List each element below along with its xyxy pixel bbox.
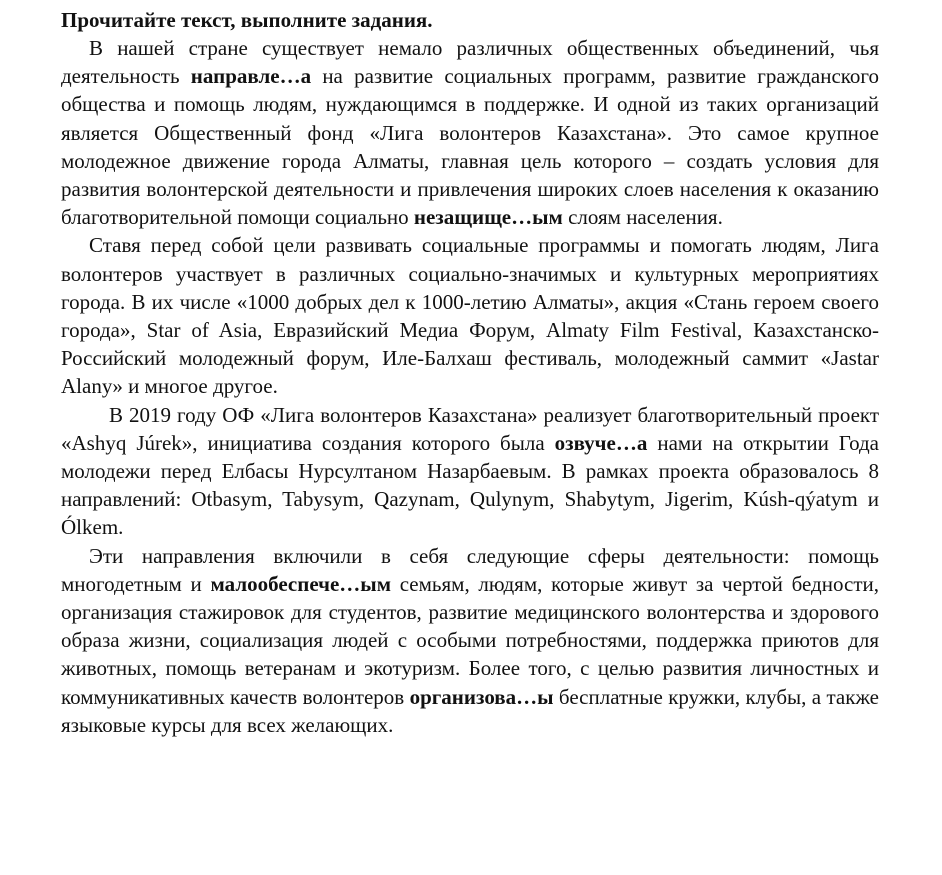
gap-word-4: малообеспече…ым: [210, 571, 392, 596]
text-segment: бесплатные кружки, клубы, а также языковые курсы для всех желающих.: [61, 684, 879, 737]
text-segment: слоям населения.: [562, 205, 723, 230]
text-segment: на развитие социальных программ, развитие гражданского общества и помощь людям, нуждающимся в поддержке. И одной из таких организаций является Общественный фонд «Лига волонтеров Казахстана». Это самое крупное молодежное движение города Алматы, главная цель которого – создать условия для развития волонтерской деятельности и привлечения широких слоев населения к оказанию благотворительной помощи социально: [61, 64, 879, 230]
gap-word-3: озвуче…а: [554, 430, 648, 455]
paragraph-4: [61, 542, 879, 739]
gap-word-5: организова…ы: [409, 684, 554, 709]
gap-word-1: направле…а: [190, 64, 312, 89]
text-segment: Эти направления включили в себя следующие сферы деятельности: помощь многодетным и: [61, 543, 879, 596]
text-segment: В 2019 году ОФ «Лига волонтеров Казахстана» реализует благотворительный проект «Ashyq Júrek», инициатива создания которого была: [61, 402, 879, 455]
paragraph-3: [61, 401, 879, 542]
text-segment: В нашей стране существует немало различных общественных объединений, чья деятельность: [61, 36, 879, 89]
paragraph-2: [61, 231, 879, 400]
task-title: Прочитайте текст, выполните задания.: [61, 8, 433, 32]
text-segment: Ставя перед собой цели развивать социальные программы и помогать людям, Лига волонтеров участвует в различных социально-значимых и культурных мероприятиях города. В их числе «1000 добрых дел к 1000-летию Алматы», акция «Стань героем своего города», Star of Asia, Евразийский Медиа Форум, Almaty Film Festival, Казахстанско-Российский молодежный форум, Иле-Балхаш фестиваль, молодежный саммит «Jastar Alany» и многое другое.: [61, 233, 879, 399]
text-segment: семьям, людям, которые живут за чертой бедности, организация стажировок для студентов, развитие медицинского волонтерства и здорового образа жизни, социализация людей с особыми потребностями, поддержка приютов для животных, помощь ветеранам и экотуризм. Более того, с целью развития личностных и коммуникативных качеств волонтеров: [61, 571, 879, 709]
document: [61, 6, 879, 739]
gap-word-2: незащище…ым: [413, 205, 563, 230]
text-segment: нами на открытии Года молодежи перед Елбасы Нурсултаном Назарбаевым. В рамках проекта образовалось 8 направлений: Otbasym, Tabysym, Qazynam, Qulynym, Shabytym, Jigerim, Kúsh-qýatym и Ólkem.: [61, 430, 879, 540]
paragraph-1: [61, 34, 879, 231]
